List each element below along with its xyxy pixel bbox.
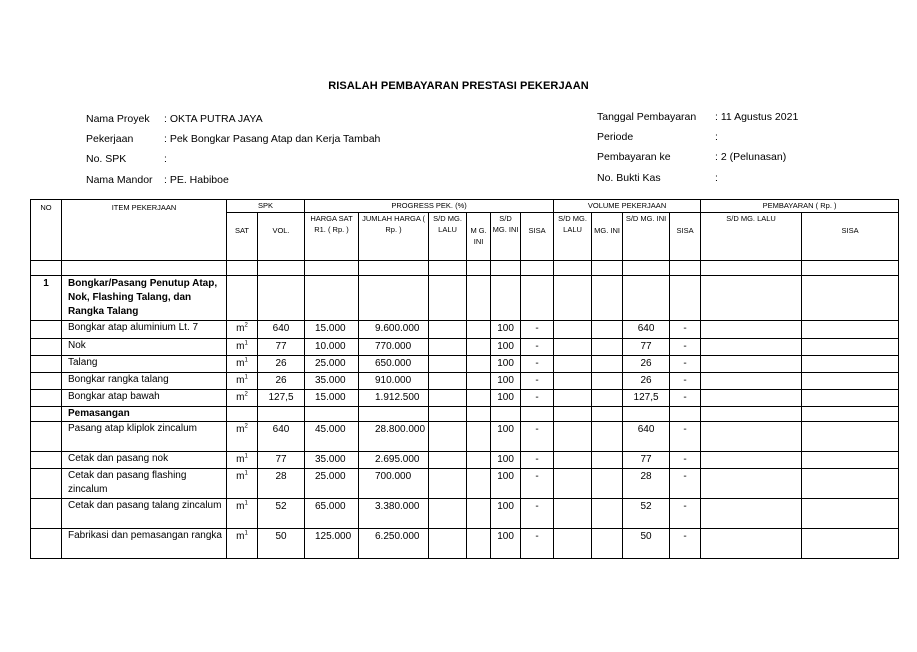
cell-bayar-sisa: [802, 468, 899, 498]
unit-exponent: 2: [244, 322, 248, 329]
col-jumlah: JUMLAH HARGA ( Rp. ): [359, 212, 429, 260]
cell-m-ini: [467, 372, 491, 389]
cell-vol: 26: [258, 355, 305, 372]
col-item: ITEM PEKERJAAN: [62, 200, 227, 261]
cell-vol-sisa: -: [670, 355, 701, 372]
col-sat: SAT: [227, 212, 258, 260]
cell-bayar-sisa: [802, 421, 899, 451]
cell-vol: 640: [258, 320, 305, 338]
unit-label: m: [236, 530, 245, 542]
table-row: [31, 320, 899, 338]
label-pekerjaan: Pekerjaan: [86, 133, 134, 145]
cell-harga: 35.000: [305, 372, 359, 389]
payment-table: [30, 199, 899, 559]
unit-exponent: 1: [244, 453, 248, 460]
cell-m-ini: [467, 389, 491, 406]
table-row: [31, 355, 899, 372]
cell-sat: [227, 320, 258, 338]
cell-jumlah: 2.695.000: [359, 451, 429, 468]
cell-bayar-sisa: [802, 498, 899, 528]
col-group-progress: PROGRESS PEK. (%): [305, 200, 554, 213]
label-periode: Periode: [597, 131, 634, 143]
cell-sat: [227, 389, 258, 406]
value-tanggal-pembayaran: : 11 Agustus 2021: [715, 111, 799, 123]
cell-bayar-sisa: [802, 355, 899, 372]
cell-no: [31, 498, 62, 528]
cell-vol-mg-ini: [592, 468, 623, 498]
cell-sd-ini: 100: [491, 528, 521, 558]
subsection-row: [31, 406, 899, 421]
unit-exponent: 2: [244, 423, 248, 430]
cell-vol-mg-ini: [592, 498, 623, 528]
cell-vol-sd-ini: 127,5: [623, 389, 670, 406]
cell-sat: [227, 498, 258, 528]
unit-label: m: [236, 340, 245, 352]
cell-vol-sisa: -: [670, 389, 701, 406]
cell-jumlah: 28.800.000: [359, 421, 429, 451]
unit-label: m: [236, 357, 245, 369]
cell-vol-sisa: -: [670, 320, 701, 338]
cell-vol-sd-ini: 640: [623, 421, 670, 451]
section-number: 1: [31, 275, 62, 320]
cell-m-ini: [467, 355, 491, 372]
col-sisa: SISA: [521, 212, 554, 260]
value-periode: :: [715, 131, 718, 143]
cell-bayar-sd-lalu: [701, 421, 802, 451]
cell-m-ini: [467, 528, 491, 558]
cell-harga: 15.000: [305, 320, 359, 338]
cell-sd-lalu: [429, 372, 467, 389]
cell-vol-sisa: -: [670, 528, 701, 558]
cell-vol-sisa: -: [670, 468, 701, 498]
cell-no: [31, 338, 62, 355]
cell-vol-sd-lalu: [554, 389, 592, 406]
cell-sd-lalu: [429, 320, 467, 338]
cell-sat: [227, 468, 258, 498]
table-row: [31, 528, 899, 558]
col-bayar-sd-lalu: S/D MG. LALU: [701, 212, 802, 260]
cell-m-ini: [467, 468, 491, 498]
section-title: Bongkar/Pasang Penutup Atap, Nok, Flashing Talang, dan Rangka Talang: [62, 275, 227, 320]
label-tanggal-pembayaran: Tanggal Pembayaran: [597, 111, 697, 123]
cell-jumlah: 700.000: [359, 468, 429, 498]
cell-sd-ini: 100: [491, 338, 521, 355]
table-row: [31, 498, 899, 528]
label-no-bukti-kas: No. Bukti Kas: [597, 172, 661, 184]
cell-vol-sd-lalu: [554, 372, 592, 389]
label-nama-proyek: Nama Proyek: [86, 113, 150, 125]
table-row: [31, 389, 899, 406]
cell-sd-lalu: [429, 468, 467, 498]
cell-sd-ini: 100: [491, 320, 521, 338]
col-group-volume: VOLUME PEKERJAAN: [554, 200, 701, 213]
label-no-spk: No. SPK: [86, 153, 127, 165]
cell-item: Pasang atap kliplok zincalum: [62, 421, 227, 451]
cell-bayar-sd-lalu: [701, 355, 802, 372]
cell-item: Nok: [62, 338, 227, 355]
cell-sd-lalu: [429, 421, 467, 451]
cell-jumlah: 6.250.000: [359, 528, 429, 558]
cell-vol: 77: [258, 451, 305, 468]
unit-label: m: [236, 453, 245, 465]
cell-sat: [227, 528, 258, 558]
cell-item: Talang: [62, 355, 227, 372]
cell-vol-sd-lalu: [554, 468, 592, 498]
cell-sat: [227, 451, 258, 468]
cell-bayar-sd-lalu: [701, 389, 802, 406]
cell-sd-ini: 100: [491, 498, 521, 528]
label-pembayaran-ke: Pembayaran ke: [597, 151, 671, 163]
cell-no: [31, 528, 62, 558]
cell-sd-ini: 100: [491, 451, 521, 468]
unit-exponent: 1: [244, 340, 248, 347]
col-group-spk: SPK: [227, 200, 305, 213]
cell-vol-sisa: -: [670, 421, 701, 451]
cell-vol: 50: [258, 528, 305, 558]
cell-vol: 28: [258, 468, 305, 498]
cell-sisa: -: [521, 451, 554, 468]
cell-no: [31, 389, 62, 406]
cell-sisa: -: [521, 320, 554, 338]
cell-harga: 25.000: [305, 468, 359, 498]
unit-label: m: [236, 374, 245, 386]
cell-no: [31, 355, 62, 372]
cell-vol-mg-ini: [592, 528, 623, 558]
cell-m-ini: [467, 421, 491, 451]
cell-sd-lalu: [429, 451, 467, 468]
cell-sd-ini: 100: [491, 355, 521, 372]
cell-jumlah: 770.000: [359, 338, 429, 355]
cell-item: Cetak dan pasang talang zincalum: [62, 498, 227, 528]
cell-m-ini: [467, 498, 491, 528]
unit-label: m: [236, 322, 245, 334]
cell-jumlah: 3.380.000: [359, 498, 429, 528]
cell-jumlah: 9.600.000: [359, 320, 429, 338]
value-no-spk: :: [164, 153, 167, 165]
cell-bayar-sd-lalu: [701, 498, 802, 528]
cell-item: Cetak dan pasang nok: [62, 451, 227, 468]
cell-sisa: -: [521, 372, 554, 389]
spacer-row: [31, 260, 899, 275]
cell-sisa: -: [521, 498, 554, 528]
unit-exponent: 1: [244, 357, 248, 364]
cell-jumlah: 910.000: [359, 372, 429, 389]
cell-bayar-sisa: [802, 372, 899, 389]
cell-jumlah: 650.000: [359, 355, 429, 372]
cell-item: Fabrikasi dan pemasangan rangka: [62, 528, 227, 558]
cell-bayar-sisa: [802, 528, 899, 558]
col-vol-sisa: SISA: [670, 212, 701, 260]
document-title: RISALAH PEMBAYARAN PRESTASI PEKERJAAN: [328, 80, 589, 92]
cell-harga: 35.000: [305, 451, 359, 468]
cell-vol-sisa: -: [670, 372, 701, 389]
cell-vol-sd-lalu: [554, 451, 592, 468]
cell-vol-sd-ini: 640: [623, 320, 670, 338]
col-harga: HARGA SAT R1. ( Rp. ): [305, 212, 359, 260]
cell-m-ini: [467, 338, 491, 355]
col-vol-sd-ini: S/D MG. INI: [623, 212, 670, 260]
cell-vol-mg-ini: [592, 338, 623, 355]
cell-item: Bongkar atap bawah: [62, 389, 227, 406]
cell-vol-sd-ini: 26: [623, 372, 670, 389]
cell-sisa: -: [521, 389, 554, 406]
col-sd-ini: S/D MG. INI: [491, 212, 521, 260]
cell-sisa: -: [521, 528, 554, 558]
unit-exponent: 1: [244, 470, 248, 477]
cell-sisa: -: [521, 338, 554, 355]
col-m-ini: M G. INI: [467, 212, 491, 260]
cell-vol-sd-lalu: [554, 338, 592, 355]
unit-exponent: 1: [244, 500, 248, 507]
unit-label: m: [236, 423, 245, 435]
cell-vol: 52: [258, 498, 305, 528]
table-row: [31, 421, 899, 451]
cell-harga: 15.000: [305, 389, 359, 406]
col-vol: VOL.: [258, 212, 305, 260]
cell-sd-ini: 100: [491, 421, 521, 451]
unit-exponent: 1: [244, 374, 248, 381]
cell-harga: 65.000: [305, 498, 359, 528]
cell-sd-ini: 100: [491, 389, 521, 406]
cell-bayar-sd-lalu: [701, 320, 802, 338]
cell-sd-lalu: [429, 528, 467, 558]
cell-sisa: -: [521, 355, 554, 372]
unit-exponent: 1: [244, 530, 248, 537]
cell-vol-mg-ini: [592, 451, 623, 468]
cell-sd-ini: 100: [491, 468, 521, 498]
cell-vol-sd-ini: 77: [623, 451, 670, 468]
unit-label: m: [236, 500, 245, 512]
cell-sd-lalu: [429, 498, 467, 528]
cell-no: [31, 372, 62, 389]
cell-bayar-sisa: [802, 451, 899, 468]
cell-m-ini: [467, 320, 491, 338]
cell-bayar-sd-lalu: [701, 468, 802, 498]
cell-harga: 125.000: [305, 528, 359, 558]
cell-jumlah: 1.912.500: [359, 389, 429, 406]
cell-item: Cetak dan pasang flashing zincalum: [62, 468, 227, 498]
cell-bayar-sd-lalu: [701, 528, 802, 558]
cell-vol-sd-lalu: [554, 355, 592, 372]
subsection-title: Pemasangan: [62, 406, 227, 421]
cell-vol-sd-lalu: [554, 528, 592, 558]
cell-vol: 127,5: [258, 389, 305, 406]
cell-vol: 77: [258, 338, 305, 355]
cell-item: Bongkar atap aluminium Lt. 7: [62, 320, 227, 338]
cell-bayar-sd-lalu: [701, 451, 802, 468]
cell-m-ini: [467, 451, 491, 468]
cell-sisa: -: [521, 421, 554, 451]
cell-bayar-sisa: [802, 338, 899, 355]
cell-vol-sd-ini: 50: [623, 528, 670, 558]
cell-sat: [227, 372, 258, 389]
cell-vol-mg-ini: [592, 421, 623, 451]
cell-no: [31, 421, 62, 451]
unit-exponent: 2: [244, 391, 248, 398]
cell-vol-sisa: -: [670, 498, 701, 528]
col-group-pembayaran: PEMBAYARAN ( Rp. ): [701, 200, 899, 213]
cell-sd-ini: 100: [491, 372, 521, 389]
table-row: [31, 372, 899, 389]
col-no: NO: [31, 200, 62, 261]
unit-label: m: [236, 470, 245, 482]
cell-sisa: -: [521, 468, 554, 498]
cell-sat: [227, 421, 258, 451]
cell-bayar-sisa: [802, 389, 899, 406]
cell-vol-sd-ini: 26: [623, 355, 670, 372]
value-nama-mandor: : PE. Habiboe: [164, 174, 229, 186]
table-row: [31, 338, 899, 355]
section-row: [31, 275, 899, 320]
value-pembayaran-ke: : 2 (Pelunasan): [715, 151, 787, 163]
cell-vol-sd-lalu: [554, 498, 592, 528]
cell-no: [31, 468, 62, 498]
cell-vol: 640: [258, 421, 305, 451]
cell-vol-sd-ini: 52: [623, 498, 670, 528]
cell-vol-mg-ini: [592, 355, 623, 372]
table-row: [31, 468, 899, 498]
cell-harga: 25.000: [305, 355, 359, 372]
cell-no: [31, 320, 62, 338]
col-sd-lalu: S/D MG. LALU: [429, 212, 467, 260]
cell-sd-lalu: [429, 389, 467, 406]
cell-sd-lalu: [429, 355, 467, 372]
cell-vol-mg-ini: [592, 389, 623, 406]
label-nama-mandor: Nama Mandor: [86, 174, 153, 186]
value-nama-proyek: : OKTA PUTRA JAYA: [164, 113, 263, 125]
unit-label: m: [236, 391, 245, 403]
cell-vol-sd-lalu: [554, 320, 592, 338]
cell-sat: [227, 338, 258, 355]
cell-bayar-sd-lalu: [701, 372, 802, 389]
cell-vol-sd-ini: 28: [623, 468, 670, 498]
cell-sat: [227, 355, 258, 372]
cell-vol-mg-ini: [592, 372, 623, 389]
value-pekerjaan: : Pek Bongkar Pasang Atap dan Kerja Tambah: [164, 133, 381, 145]
value-no-bukti-kas: :: [715, 172, 718, 184]
cell-harga: 45.000: [305, 421, 359, 451]
cell-harga: 10.000: [305, 338, 359, 355]
cell-vol-sd-ini: 77: [623, 338, 670, 355]
cell-sd-lalu: [429, 338, 467, 355]
cell-bayar-sd-lalu: [701, 338, 802, 355]
cell-vol-sd-lalu: [554, 421, 592, 451]
cell-vol-sisa: -: [670, 451, 701, 468]
cell-vol-sisa: -: [670, 338, 701, 355]
col-vol-sd-lalu: S/D MG. LALU: [554, 212, 592, 260]
cell-vol: 26: [258, 372, 305, 389]
cell-no: [31, 451, 62, 468]
cell-vol-mg-ini: [592, 320, 623, 338]
col-vol-mg-ini: MG. INI: [592, 212, 623, 260]
col-bayar-sisa: SISA: [802, 212, 899, 260]
cell-item: Bongkar rangka talang: [62, 372, 227, 389]
table-row: [31, 451, 899, 468]
cell-bayar-sisa: [802, 320, 899, 338]
